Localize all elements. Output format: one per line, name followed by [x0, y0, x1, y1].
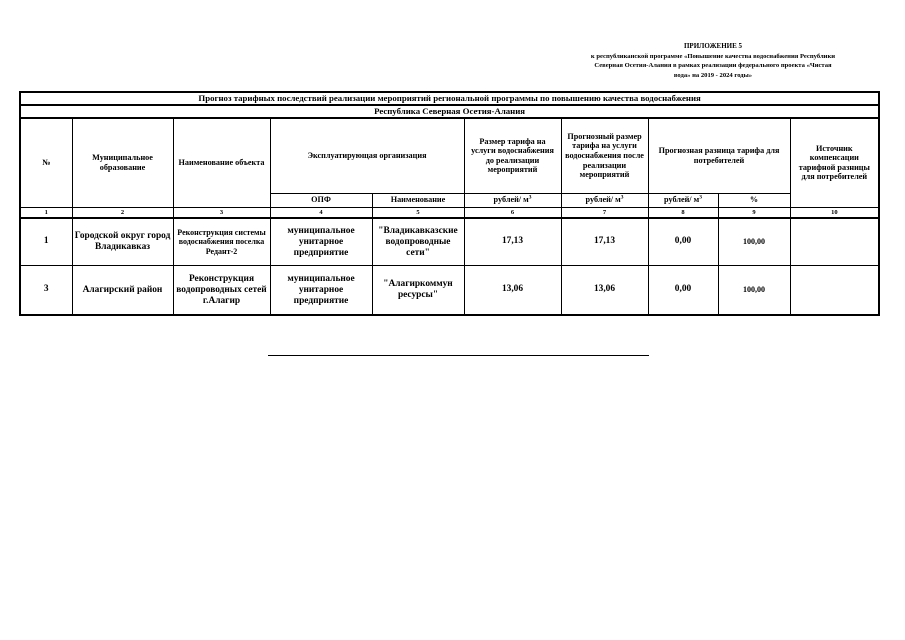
row-tariff-before: 13,06 — [464, 266, 561, 316]
col-number: 8 — [648, 207, 718, 218]
table-row — [20, 266, 879, 316]
unit-label: рублей/ м — [585, 195, 621, 205]
unit-superscript: 3 — [699, 194, 702, 201]
col-number: 1 — [20, 207, 72, 218]
col-number: 7 — [561, 207, 648, 218]
row-tariff-after: 17,13 — [561, 218, 648, 266]
col-number: 2 — [72, 207, 173, 218]
header-unit-before — [464, 193, 561, 207]
appendix-header — [548, 42, 878, 80]
row-municipality: Городской округ город Владикавказ — [72, 218, 173, 266]
header-tariff-after: Прогнозный размер тарифа на услуги водоснабжения после реализации мероприятий — [561, 118, 648, 193]
row-source — [790, 266, 879, 316]
header-diff: Прогнозная разница тарифа для потребителей — [648, 118, 790, 193]
row-source — [790, 218, 879, 266]
header-source: Источник компенсации тарифной разницы для потребителей — [790, 118, 879, 207]
row-opf: муниципальное унитарное предприятие — [270, 266, 372, 316]
row-name: "Алагиркоммун ресурсы" — [372, 266, 464, 316]
row-object: Реконструкция системы водоснабжения поселка Редант-2 — [173, 218, 270, 266]
header-object: Наименование объекта — [173, 118, 270, 207]
row-diff-rub: 0,00 — [648, 218, 718, 266]
col-number: 6 — [464, 207, 561, 218]
header-opf: ОПФ — [270, 193, 372, 207]
row-diff-rub: 0,00 — [648, 266, 718, 316]
table-title: Прогноз тарифных последствий реализации мероприятий региональной программы по повышению качества водоснабжения — [20, 92, 879, 105]
row-tariff-before: 17,13 — [464, 218, 561, 266]
header-num: № — [20, 118, 72, 207]
appendix-line-1: к республиканской программе «Повышение качества водоснабжения Республики — [590, 53, 836, 61]
header-unit-diff — [648, 193, 718, 207]
appendix-line-2: Северная Осетия-Алания в рамках реализации федерального проекта «Чистая — [594, 62, 832, 70]
header-municipality: Муниципальное образование — [72, 118, 173, 207]
unit-superscript: 3 — [620, 194, 624, 201]
unit-label: рублей/ м — [493, 195, 529, 205]
col-number: 9 — [718, 207, 790, 218]
header-unit-after — [561, 193, 648, 207]
header-tariff-before: Размер тарифа на услуги водоснабжения до реализации мероприятий — [464, 118, 561, 193]
row-name: "Владикавказские водопроводные сети" — [372, 218, 464, 266]
header-name: Наименование — [372, 193, 464, 207]
col-number: 10 — [790, 207, 879, 218]
col-number: 5 — [372, 207, 464, 218]
header-operator: Эксплуатирующая организация — [270, 118, 464, 193]
tariff-forecast-table — [19, 91, 880, 316]
unit-superscript: 3 — [528, 194, 532, 201]
row-object: Реконструкция водопроводных сетей г.Алагир — [173, 266, 270, 316]
table-row — [20, 218, 879, 266]
row-diff-pct: 100,00 — [718, 266, 790, 316]
row-municipality: Алагирский район — [72, 266, 173, 316]
row-num: 3 — [20, 266, 72, 316]
row-tariff-after: 13,06 — [561, 266, 648, 316]
signature-line — [268, 355, 649, 356]
row-diff-pct: 100,00 — [718, 218, 790, 266]
row-num: 1 — [20, 218, 72, 266]
col-number: 4 — [270, 207, 372, 218]
appendix-title: ПРИЛОЖЕНИЕ 5 — [683, 42, 743, 50]
table-region: Республика Северная Осетия-Алания — [20, 105, 879, 118]
header-percent: % — [718, 193, 790, 207]
col-number: 3 — [173, 207, 270, 218]
unit-label: рублей/ м — [664, 195, 700, 205]
row-opf: муниципальное унитарное предприятие — [270, 218, 372, 266]
appendix-line-3: вода» на 2019 - 2024 годы» — [673, 71, 753, 79]
